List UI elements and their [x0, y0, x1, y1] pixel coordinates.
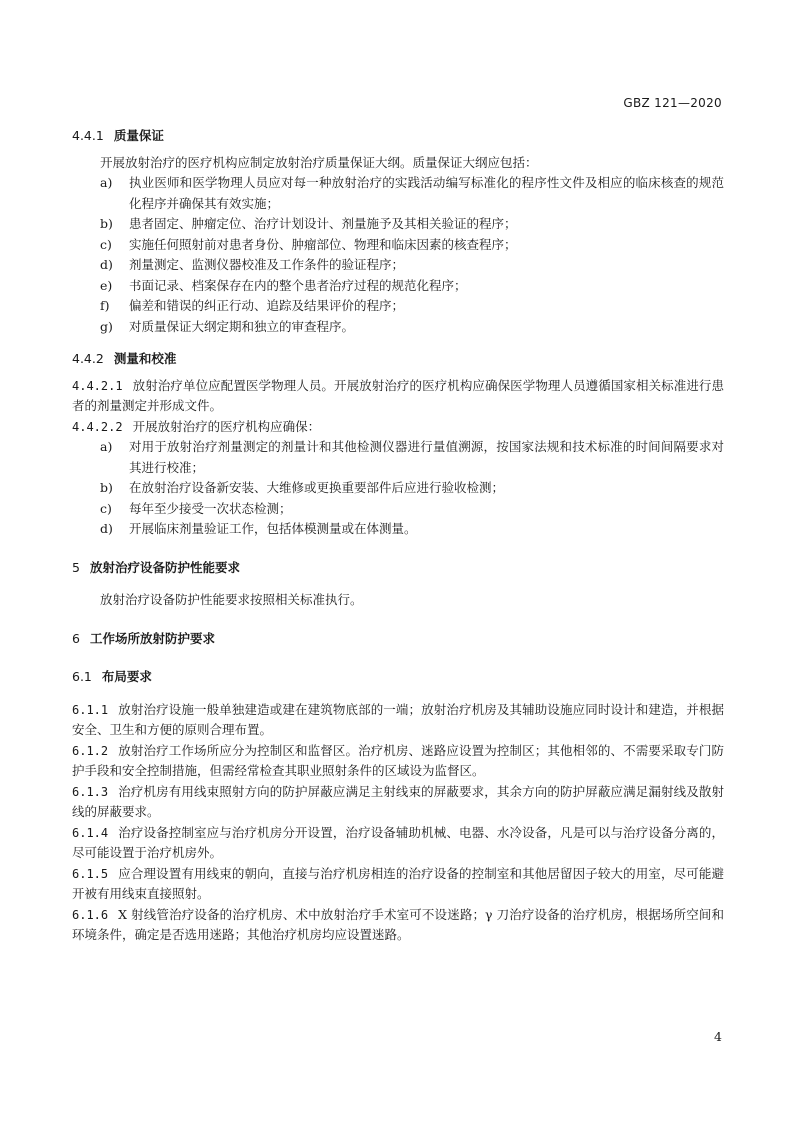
section-heading-4-4-1	[72, 126, 724, 147]
list-text: 对用于放射治疗剂量测定的剂量计和其他检测仪器进行量值溯源，按国家法规和技术标准的时间间隔要求对其进行校准；	[129, 439, 724, 475]
clause-6-1-3	[72, 782, 724, 823]
page-number: 4	[714, 1029, 722, 1044]
document-code: GBZ 121—2020	[623, 96, 722, 110]
section-title: 质量保证	[113, 128, 164, 143]
list-text: 在放射治疗设备新安装、大维修或更换重要部件后应进行验收检测；	[129, 480, 505, 495]
clause-6-1-1	[72, 700, 724, 741]
list-text: 患者固定、肿瘤定位、治疗计划设计、剂量施予及其相关验证的程序；	[129, 216, 517, 231]
list-text: 每年至少接受一次状态检测；	[129, 500, 292, 516]
list-item	[72, 437, 724, 478]
list-item	[72, 478, 724, 499]
list-label: f)	[100, 298, 110, 313]
clause-number: 4.4.2.1	[72, 378, 123, 393]
list-label: a)	[100, 439, 113, 454]
section-number: 4.4.2	[72, 351, 104, 366]
chapter-number: 5	[72, 559, 80, 575]
clause-6-1-5	[72, 864, 724, 905]
list-label: c)	[100, 500, 112, 516]
paragraph: 放射治疗设备防护性能要求按照相关标准执行。	[100, 592, 363, 607]
clause-text: 放射治疗设施一般单独建造或建在建筑物底部的一端；放射治疗机房及其辅助设施应同时设计和建造，并根据安全、卫生和方便的原则合理布置。	[72, 701, 724, 737]
chapter-heading-5	[72, 558, 724, 579]
clause-text: 应合理设置有用线束的朝向，直接与治疗机房相连的治疗设备的控制室和其他居留因子较大的用室，尽可能避开被有用线束直接照射。	[72, 865, 724, 901]
calibration-requirements-list	[72, 437, 724, 540]
list-label: g)	[100, 318, 113, 334]
section-title: 布局要求	[101, 669, 152, 684]
list-item	[72, 276, 724, 297]
section-title: 测量和校准	[113, 351, 177, 366]
clause-6-1-4	[72, 823, 724, 864]
list-label: b)	[100, 480, 113, 495]
list-text: 书面记录、档案保存在内的整个患者治疗过程的规范化程序；	[129, 277, 467, 293]
list-item	[72, 173, 724, 214]
list-label: b)	[100, 216, 113, 231]
clause-4-4-2-1	[72, 376, 724, 417]
clause-6-1-2	[72, 741, 724, 782]
clause-number: 6.1.5	[72, 866, 109, 881]
chapter-number: 6	[72, 630, 80, 646]
clause-6-1-6	[72, 905, 724, 946]
clause-number: 6.1.1	[72, 702, 109, 717]
list-item	[72, 296, 724, 317]
chapter-title: 放射治疗设备防护性能要求	[89, 559, 240, 575]
clause-text: 治疗设备控制室应与治疗机房分开设置，治疗设备辅助机械、电器、水冷设备，凡是可以与治疗设备分离的，尽可能设置于治疗机房外。	[72, 824, 724, 860]
clause-number: 6.1.2	[72, 743, 109, 758]
list-item	[72, 235, 724, 256]
paragraph-intro: 开展放射治疗的医疗机构应制定放射治疗质量保证大纲。质量保证大纲应包括：	[100, 154, 538, 170]
list-item	[72, 499, 724, 520]
clause-text: 放射治疗单位应配置医学物理人员。开展放射治疗的医疗机构应确保医学物理人员遵循国家相关标准进行患者的剂量测定并形成文件。	[72, 377, 724, 413]
list-item	[72, 317, 724, 338]
section-number: 4.4.1	[72, 128, 104, 143]
clause-number: 6.1.4	[72, 825, 109, 840]
chapter-title: 工作场所放射防护要求	[89, 630, 215, 646]
clause-number: 6.1.3	[72, 784, 109, 799]
list-text: 实施任何照射前对患者身份、肿瘤部位、物理和临床因素的核查程序；	[129, 236, 517, 252]
list-item	[72, 519, 724, 540]
list-item	[72, 255, 724, 276]
clause-text: 治疗机房有用线束照射方向的防护屏蔽应满足主射线束的屏蔽要求，其余方向的防护屏蔽应满足漏射线及散射线的屏蔽要求。	[72, 783, 724, 819]
qa-requirements-list	[72, 173, 724, 337]
clause-number: 4.4.2.2	[72, 419, 123, 434]
chapter-heading-6	[72, 629, 724, 650]
section-heading-4-4-2	[72, 349, 724, 370]
list-label: e)	[100, 277, 113, 293]
section-heading-6-1	[72, 667, 724, 688]
clause-4-4-2-2	[72, 417, 724, 438]
list-text: 偏差和错误的纠正行动、追踪及结果评价的程序；	[129, 298, 405, 313]
list-label: a)	[100, 175, 113, 190]
clause-text: X 射线管治疗设备的治疗机房、术中放射治疗手术室可不设迷路；γ 刀治疗设备的治疗机房，根据场所空间和环境条件，确定是否选用迷路；其他治疗机房均应设置迷路。	[72, 906, 724, 942]
list-item	[72, 214, 724, 235]
section-number: 6.1	[72, 669, 92, 684]
clause-number: 6.1.6	[72, 907, 109, 922]
list-label: c)	[100, 236, 112, 252]
page-body	[72, 126, 724, 946]
list-label: d)	[100, 521, 113, 536]
list-text: 剂量测定、监测仪器校准及工作条件的验证程序；	[129, 257, 405, 272]
clause-text: 开展放射治疗的医疗机构应确保：	[132, 418, 321, 434]
list-label: d)	[100, 257, 113, 272]
list-text: 开展临床剂量验证工作，包括体模测量或在体测量。	[129, 521, 417, 536]
list-text: 对质量保证大纲定期和独立的审查程序。	[129, 318, 355, 334]
list-text: 执业医师和医学物理人员应对每一种放射治疗的实践活动编写标准化的程序性文件及相应的临床核查的规范化程序并确保其有效实施；	[129, 175, 724, 211]
clause-text: 放射治疗工作场所应分为控制区和监督区。治疗机房、迷路应设置为控制区；其他相邻的、不需要采取专门防护手段和安全控制措施，但需经常检查其职业照射条件的区域设为监督区。	[72, 742, 724, 778]
